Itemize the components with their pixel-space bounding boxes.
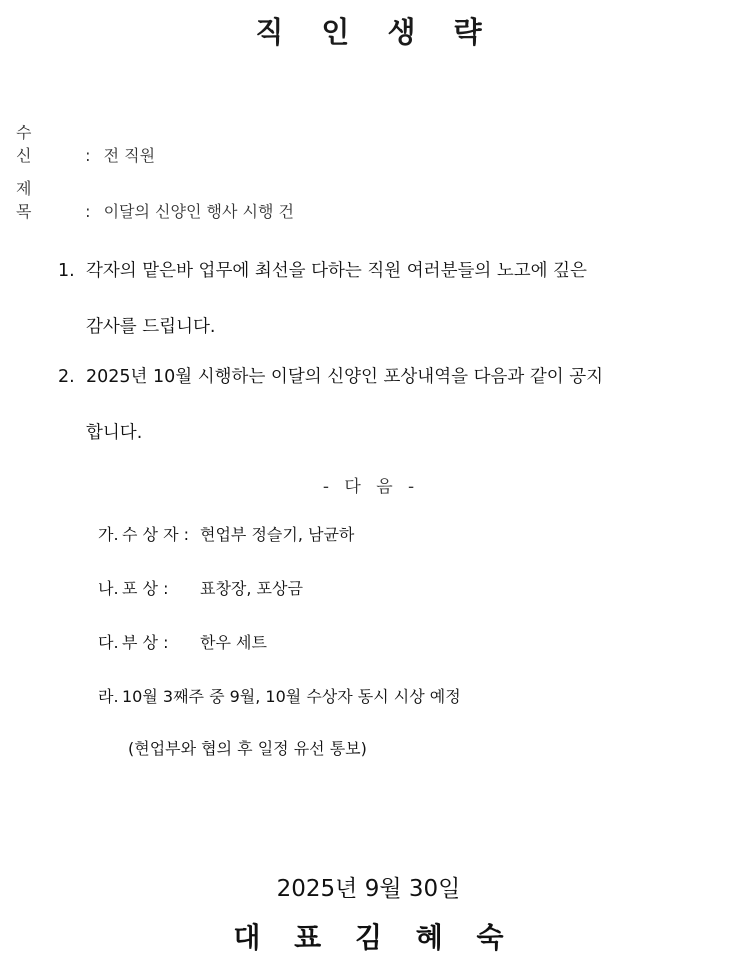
list-item: [98, 522, 354, 545]
paragraph-line: 각자의 맡은바 업무에 최선을 다하는 직원 여러분들의 노고에 깊은: [86, 261, 587, 281]
item-value: 한우 세트: [200, 633, 267, 652]
paragraph-line: 합니다.: [86, 423, 143, 443]
paragraph-number: 1.: [58, 261, 75, 281]
item-key: 부 상 :: [122, 633, 169, 652]
item-key: 포 상 :: [122, 579, 169, 598]
paragraph-line: 2025년 10월 시행하는 이달의 신양인 포상내역을 다음과 같이 공지: [86, 367, 604, 387]
recipient-value: 전 직원: [103, 146, 156, 165]
recipient-separator: :: [85, 146, 91, 165]
document-title: 직 인 생 략: [255, 15, 482, 49]
sub-heading: - 다 음 -: [322, 477, 415, 497]
item-mark: 라.: [98, 687, 119, 706]
subject-separator: :: [85, 202, 91, 221]
document-date: 2025년 9월 30일: [276, 876, 461, 902]
item-mark: 나.: [98, 579, 119, 598]
recipient-row: [16, 120, 155, 166]
representative-signature: 대 표 김 혜 숙: [233, 921, 504, 954]
schedule-note: (현업부와 협의 후 일정 유선 통보): [128, 739, 367, 758]
subject-label: 제 목: [16, 179, 32, 221]
item-value: 현업부 정슬기, 남균하: [200, 525, 355, 544]
item-mark: 가.: [98, 525, 119, 544]
item-key: 수 상 자 :: [122, 525, 190, 544]
recipient-label: 수 신: [16, 123, 32, 165]
item-value: 표창장, 포상금: [200, 579, 303, 598]
subject-row: [16, 176, 294, 222]
item-mark: 다.: [98, 633, 119, 652]
list-item: [98, 576, 303, 599]
item-value: 10월 3째주 중 9월, 10월 수상자 동시 시상 예정: [122, 687, 461, 706]
list-item: [98, 684, 461, 707]
subject-value: 이달의 신양인 행사 시행 건: [103, 202, 294, 221]
paragraph-line: 감사를 드립니다.: [86, 317, 216, 337]
paragraph-2: [58, 346, 728, 464]
paragraph-1: [58, 240, 728, 358]
paragraph-number: 2.: [58, 367, 75, 387]
list-item: [98, 630, 267, 653]
